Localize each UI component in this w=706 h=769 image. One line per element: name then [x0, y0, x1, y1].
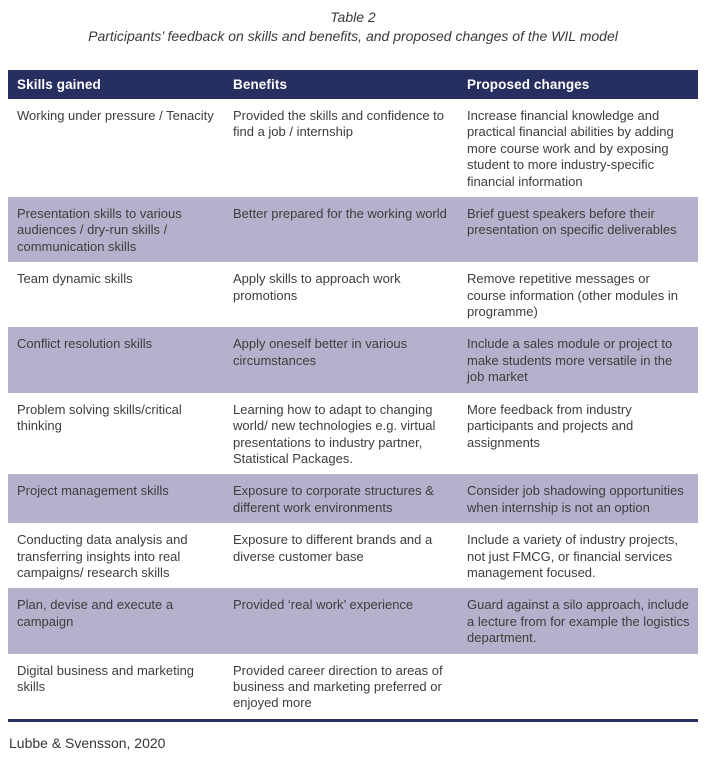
- table-cell-changes: Remove repetitive messages or course information (other modules in programme): [467, 271, 678, 320]
- table-cell-changes: Guard against a silo approach, include a lecture from for example the logistics department.: [467, 597, 690, 646]
- table-row: [8, 393, 698, 475]
- table-cell-changes: Include a sales module or project to make students more versatile in the job market: [467, 336, 673, 385]
- table-cell-benefits: Provided ‘real work’ experience: [233, 597, 414, 613]
- table-cell-skills: Presentation skills to various audiences / dry-run skills / communication skills: [17, 206, 182, 254]
- feedback-table: [8, 70, 698, 722]
- table-cell-skills: Team dynamic skills: [17, 271, 133, 287]
- column-header-proposed-changes: Proposed changes: [458, 70, 698, 99]
- table-cell-benefits: Apply oneself better in various circumstances: [233, 336, 408, 368]
- table-row: [8, 327, 698, 392]
- table-cell-skills: Digital business and marketing skills: [17, 662, 195, 694]
- table-cell-benefits: Provided career direction to areas of business and marketing preferred or enjoyed more: [233, 662, 443, 711]
- table-cell-changes: Increase financial knowledge and practical financial abilities by adding more course work and by exposing student to more industry-specific financial information: [467, 108, 674, 189]
- table-body: [8, 99, 698, 720]
- table-cell-skills: Conflict resolution skills: [17, 336, 153, 352]
- table-cell-benefits: Exposure to different brands and a diverse customer base: [233, 532, 433, 564]
- table-row: [8, 197, 698, 262]
- table-cell-changes: Include a variety of industry projects, not just FMCG, or financial services management focused.: [467, 532, 678, 580]
- table-cell-skills: Plan, devise and execute a campaign: [17, 597, 174, 629]
- table-cell-skills: Conducting data analysis and transferring insights into real campaigns/ research skills: [17, 532, 188, 580]
- table-cell-changes: More feedback from industry participants and projects and assignments: [467, 401, 634, 450]
- table-caption: Participants’ feedback on skills and benefits, and proposed changes of the WIL model: [88, 28, 618, 44]
- table-number: Table 2: [330, 9, 376, 25]
- column-header-benefits: Benefits: [224, 70, 458, 99]
- table-cell-benefits: Apply skills to approach work promotions: [233, 271, 401, 303]
- table-cell-benefits: Learning how to adapt to changing world/ new technologies e.g. virtual presentations to industry partner, Statistical Packages.: [233, 401, 436, 466]
- table-cell-benefits: Better prepared for the working world: [233, 206, 447, 222]
- table-cell-changes: Brief guest speakers before their presentation on specific deliverables: [467, 206, 677, 238]
- table-cell-skills: Project management skills: [17, 483, 169, 499]
- table-cell-changes: [458, 654, 698, 721]
- table-header-row: [8, 70, 698, 99]
- table-cell-changes: Consider job shadowing opportunities when internship is not an option: [467, 483, 684, 515]
- table-row: [8, 588, 698, 653]
- column-header-skills-gained: Skills gained: [8, 70, 224, 99]
- table-row: [8, 262, 698, 327]
- table-row: [8, 654, 698, 721]
- table-row: [8, 523, 698, 588]
- table-row: [8, 474, 698, 523]
- table-row: [8, 99, 698, 197]
- table-cell-skills: Working under pressure / Tenacity: [17, 108, 214, 123]
- table-cell-benefits: Provided the skills and confidence to find a job / internship: [233, 108, 445, 140]
- table-cell-skills: Problem solving skills/critical thinking: [17, 401, 182, 434]
- source-citation: Lubbe & Svensson, 2020: [9, 734, 166, 751]
- table-cell-benefits: Exposure to corporate structures & different work environments: [233, 483, 434, 515]
